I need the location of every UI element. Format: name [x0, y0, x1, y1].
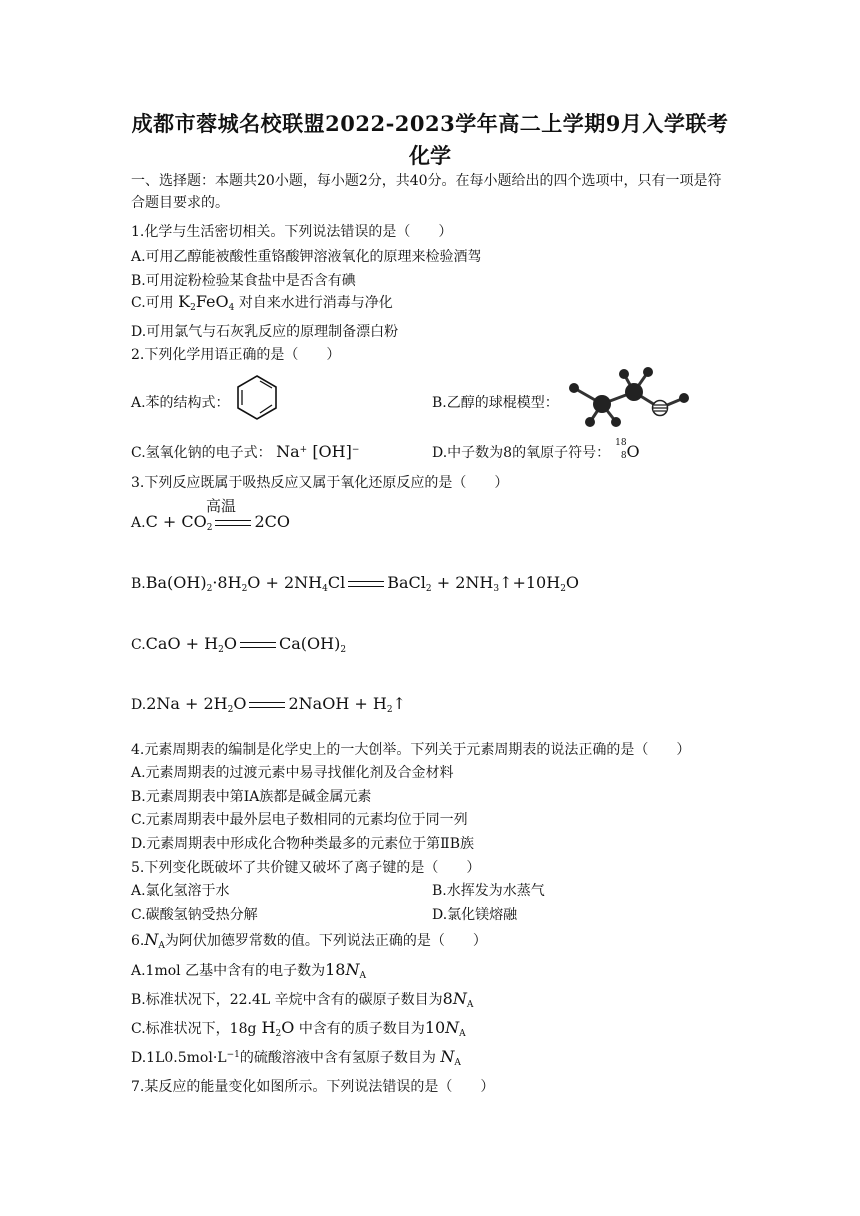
q6-option-c: C.标准状况下，18g $H_2O$ 中含有的质子数目为$10N_A$	[131, 1018, 466, 1039]
q3-option-a: $A.C + CO_2$ 2CO	[131, 512, 291, 533]
q3-option-b: $B.Ba(OH)_2\cdot 8H_2O + 2NH_4Cl$ BaCl$_2$ + $2NH_3↑+10H_2O$	[131, 573, 580, 594]
q1-option-b: B.可用淀粉检验某食盐中是否含有碘	[131, 273, 356, 289]
q6-option-b: B.标准状况下，22.4L 辛烷中含有的碳原子数目为$8N_A$	[131, 989, 474, 1010]
q7-stem: 7.某反应的能量变化如图所示。下列说法错误的是（ ）	[131, 1079, 495, 1095]
q3-stem: 3.下列反应既属于吸热反应又属于氧化还原反应的是（ ）	[131, 475, 509, 491]
q5-option-b: B.水挥发为水蒸气	[432, 883, 545, 899]
q4-option-c: C.元素周期表中最外层电子数相同的元素均位于同一列	[131, 812, 468, 828]
subject-title: 化学	[409, 143, 451, 168]
benzene-ring-structure	[232, 372, 282, 422]
q3-option-c: $C.CaO + H_2O$ $Ca(OH)_2$	[131, 634, 347, 655]
q5-option-c: C.碳酸氢钠受热分解	[131, 907, 258, 923]
q2-stem: 2.下列化学用语正确的是（ ）	[131, 347, 341, 363]
q6-option-d: $D.1L0.5mol\cdot L^{-1}$的硫酸溶液中含有氢原子数目为 $N_A$	[131, 1047, 461, 1068]
q6-stem: $6.N_A$为阿伏加德罗常数的值。下列说法正确的是（ ）	[131, 930, 487, 951]
q2-option-b: B.乙醇的球棍模型：	[432, 395, 559, 411]
q4-option-d: D.元素周期表中形成化合物种类最多的元素位于第ⅡB族	[131, 836, 474, 852]
q1-c-prefix: C.可用	[131, 295, 174, 311]
exam-title: 成都市蓉城名校联盟2022-2023学年高二上学期9月入学联考	[131, 111, 729, 136]
q1-option-a: A.可用乙醇能被酸性重铬酸钾溶液氧化的原理来检验酒驾	[131, 249, 482, 265]
q1-c-formula: $K_2FeO_4$	[178, 292, 235, 313]
q3-a-condition: 高温	[206, 497, 237, 515]
section-intro: 一、选择题：本题共20小题，每小题2分，共40分。在每小题给出的四个选项中，只有一项是符合题目要求的。	[131, 173, 722, 211]
ethanol-ball-stick-model	[566, 366, 692, 428]
q3-option-d: $D.2Na + 2H_2O$ 2NaOH + $H_2↑$	[131, 694, 406, 715]
oxygen-isotope-symbol: 18 8 O	[615, 437, 640, 461]
q5-stem: 5.下列变化既破坏了共价键又破坏了离子键的是（ ）	[131, 860, 481, 876]
q1-c-suffix: 对自来水进行消毒与净化	[238, 295, 393, 311]
q1-stem: 1.化学与生活密切相关。下列说法错误的是（ ）	[131, 224, 453, 240]
q1-option-c	[131, 292, 393, 313]
q1-option-d: D.可用氯气与石灰乳反应的原理制备漂白粉	[131, 324, 399, 340]
q2-option-a: A.苯的结构式：	[131, 395, 230, 411]
sodium-hydroxide-electron-formula: Na+ [OH]−	[276, 442, 360, 461]
q2-option-d: D.中子数为8的氧原子符号： 18 8 O	[432, 437, 640, 461]
q5-option-a: A.氯化氢溶于水	[131, 883, 230, 899]
q2-option-c: C.氢氧化钠的电子式： Na+ [OH]−	[131, 442, 360, 461]
q4-option-b: B.元素周期表中第ⅠA族都是碱金属元素	[131, 789, 372, 805]
q5-option-d: D.氯化镁熔融	[432, 907, 518, 923]
q6-option-a: A.1mol 乙基中含有的电子数为$18N_A$	[131, 960, 366, 981]
q4-option-a: A.元素周期表的过渡元素中易寻找催化剂及合金材料	[131, 765, 454, 781]
q4-stem: 4.元素周期表的编制是化学史上的一大创举。下列关于元素周期表的说法正确的是（ ）	[131, 742, 691, 758]
